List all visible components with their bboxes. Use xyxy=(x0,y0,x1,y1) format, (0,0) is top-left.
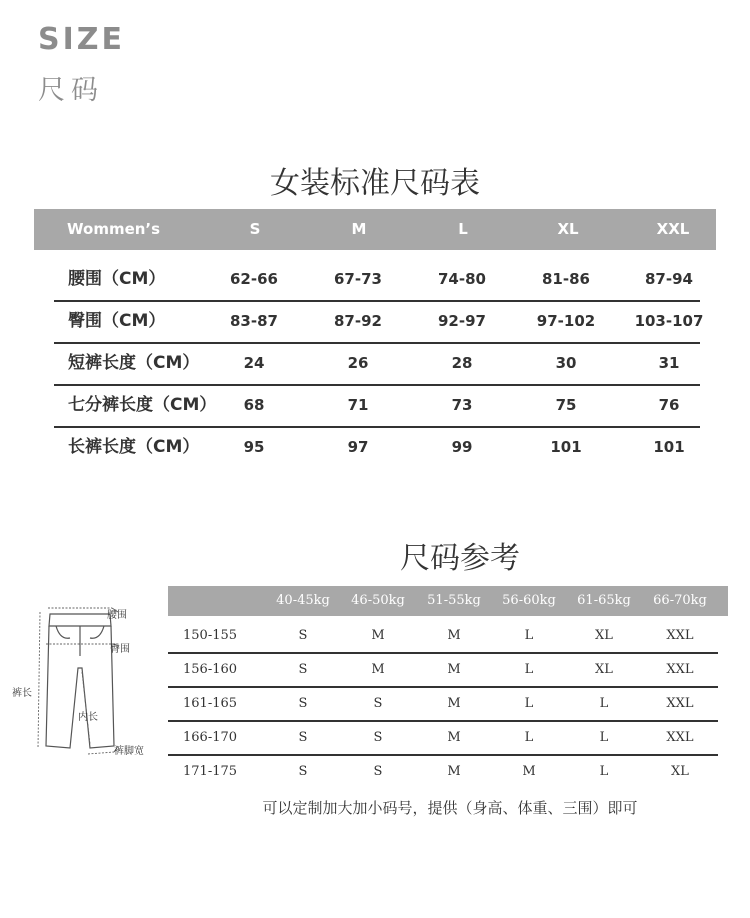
table-cell: 73 xyxy=(451,396,473,414)
height-label: 150-155 xyxy=(183,628,238,643)
pants-icon xyxy=(10,596,170,766)
women-table-row xyxy=(54,426,700,468)
table-cell: S xyxy=(298,730,308,745)
table-cell: 87-92 xyxy=(334,312,382,330)
table-cell: L xyxy=(599,764,609,779)
table-cell: 30 xyxy=(555,354,577,372)
table-cell: XL xyxy=(595,662,613,677)
table-cell: 92-97 xyxy=(438,312,486,330)
pants-diagram xyxy=(10,596,170,766)
table-cell: 62-66 xyxy=(230,270,278,288)
women-col-m: M xyxy=(351,220,367,238)
table-cell: 87-94 xyxy=(645,270,693,288)
women-table-row xyxy=(54,300,704,344)
diagram-label-inseam: 内长 xyxy=(78,712,98,723)
table-cell: M xyxy=(447,628,461,643)
table-cell: S xyxy=(298,628,308,643)
table-cell: S xyxy=(373,730,383,745)
weight-col: 61-65kg xyxy=(577,593,631,608)
table-cell: 74-80 xyxy=(438,270,486,288)
table-cell: 26 xyxy=(347,354,369,372)
reference-table-row xyxy=(168,755,718,788)
reference-table-row xyxy=(168,687,718,722)
row-label: 短裤长度（CM） xyxy=(68,353,200,373)
diagram-label-hem: 裤脚宽 xyxy=(114,746,144,757)
table-cell: 103-107 xyxy=(634,312,704,330)
table-cell: XL xyxy=(671,764,689,779)
table-cell: S xyxy=(298,696,308,711)
table-cell: XL xyxy=(595,628,613,643)
women-table-corner: Wommen’s xyxy=(67,220,161,238)
reference-table-title: 尺码参考 xyxy=(400,541,520,576)
row-label: 七分裤长度（CM） xyxy=(68,395,217,415)
diagram-label-length: 裤长 xyxy=(12,688,32,699)
diagram-label-hip: 臀围 xyxy=(110,644,130,655)
table-cell: 95 xyxy=(243,438,265,456)
table-cell: M xyxy=(447,696,461,711)
women-col-xl: XL xyxy=(557,220,579,238)
row-label: 长裤长度（CM） xyxy=(68,437,200,457)
table-cell: XXL xyxy=(666,696,694,711)
weight-col: 51-55kg xyxy=(427,593,481,608)
women-table-row xyxy=(54,258,700,302)
table-cell: XXL xyxy=(666,628,694,643)
row-label: 臀围（CM） xyxy=(68,311,166,331)
custom-size-note: 可以定制加大加小码号，提供（身高、体重、三围）即可 xyxy=(262,799,638,817)
table-cell: 101 xyxy=(550,438,582,456)
table-cell: S xyxy=(298,662,308,677)
table-cell: 24 xyxy=(243,354,265,372)
reference-table-row xyxy=(168,653,718,688)
weight-col: 66-70kg xyxy=(653,593,707,608)
table-cell: L xyxy=(524,628,534,643)
women-col-xxl: XXL xyxy=(656,220,690,238)
table-cell: S xyxy=(373,696,383,711)
table-cell: 99 xyxy=(451,438,473,456)
table-cell: 76 xyxy=(658,396,680,414)
women-col-l: L xyxy=(458,220,468,238)
table-cell: 97 xyxy=(347,438,369,456)
table-cell: M xyxy=(447,730,461,745)
diagram-label-waist: 腰围 xyxy=(107,610,127,621)
height-label: 161-165 xyxy=(183,696,238,711)
weight-col: 46-50kg xyxy=(351,593,405,608)
row-label: 腰围（CM） xyxy=(68,269,166,289)
table-cell: S xyxy=(373,764,383,779)
women-table-row xyxy=(54,342,700,386)
table-cell: 75 xyxy=(555,396,577,414)
table-cell: L xyxy=(599,730,609,745)
women-table-row xyxy=(54,384,700,428)
table-cell: M xyxy=(522,764,536,779)
height-label: 171-175 xyxy=(183,764,238,779)
table-cell: XXL xyxy=(666,730,694,745)
table-cell: 97-102 xyxy=(536,312,596,330)
women-col-s: S xyxy=(249,220,261,238)
size-heading-cn: 尺码 xyxy=(38,75,104,106)
table-cell: 31 xyxy=(658,354,680,372)
women-table-header xyxy=(34,209,716,250)
table-cell: 71 xyxy=(347,396,369,414)
table-cell: L xyxy=(524,696,534,711)
weight-col: 40-45kg xyxy=(276,593,330,608)
table-cell: M xyxy=(371,662,385,677)
reference-table-header xyxy=(168,586,728,616)
height-label: 156-160 xyxy=(183,662,238,677)
table-cell: L xyxy=(524,662,534,677)
size-heading-en: SIZE xyxy=(38,22,126,57)
table-cell: 67-73 xyxy=(334,270,382,288)
table-cell: S xyxy=(298,764,308,779)
height-label: 166-170 xyxy=(183,730,238,745)
table-cell: M xyxy=(447,764,461,779)
women-table-title: 女装标准尺码表 xyxy=(270,166,480,201)
table-cell: 83-87 xyxy=(230,312,278,330)
table-cell: 68 xyxy=(243,396,265,414)
table-cell: 81-86 xyxy=(542,270,590,288)
table-cell: M xyxy=(447,662,461,677)
table-cell: M xyxy=(371,628,385,643)
table-cell: L xyxy=(599,696,609,711)
table-cell: 28 xyxy=(451,354,473,372)
table-cell: XXL xyxy=(666,662,694,677)
weight-col: 56-60kg xyxy=(502,593,556,608)
table-cell: L xyxy=(524,730,534,745)
table-cell: 101 xyxy=(653,438,685,456)
reference-table-row xyxy=(168,721,718,756)
reference-table-row xyxy=(168,619,718,654)
